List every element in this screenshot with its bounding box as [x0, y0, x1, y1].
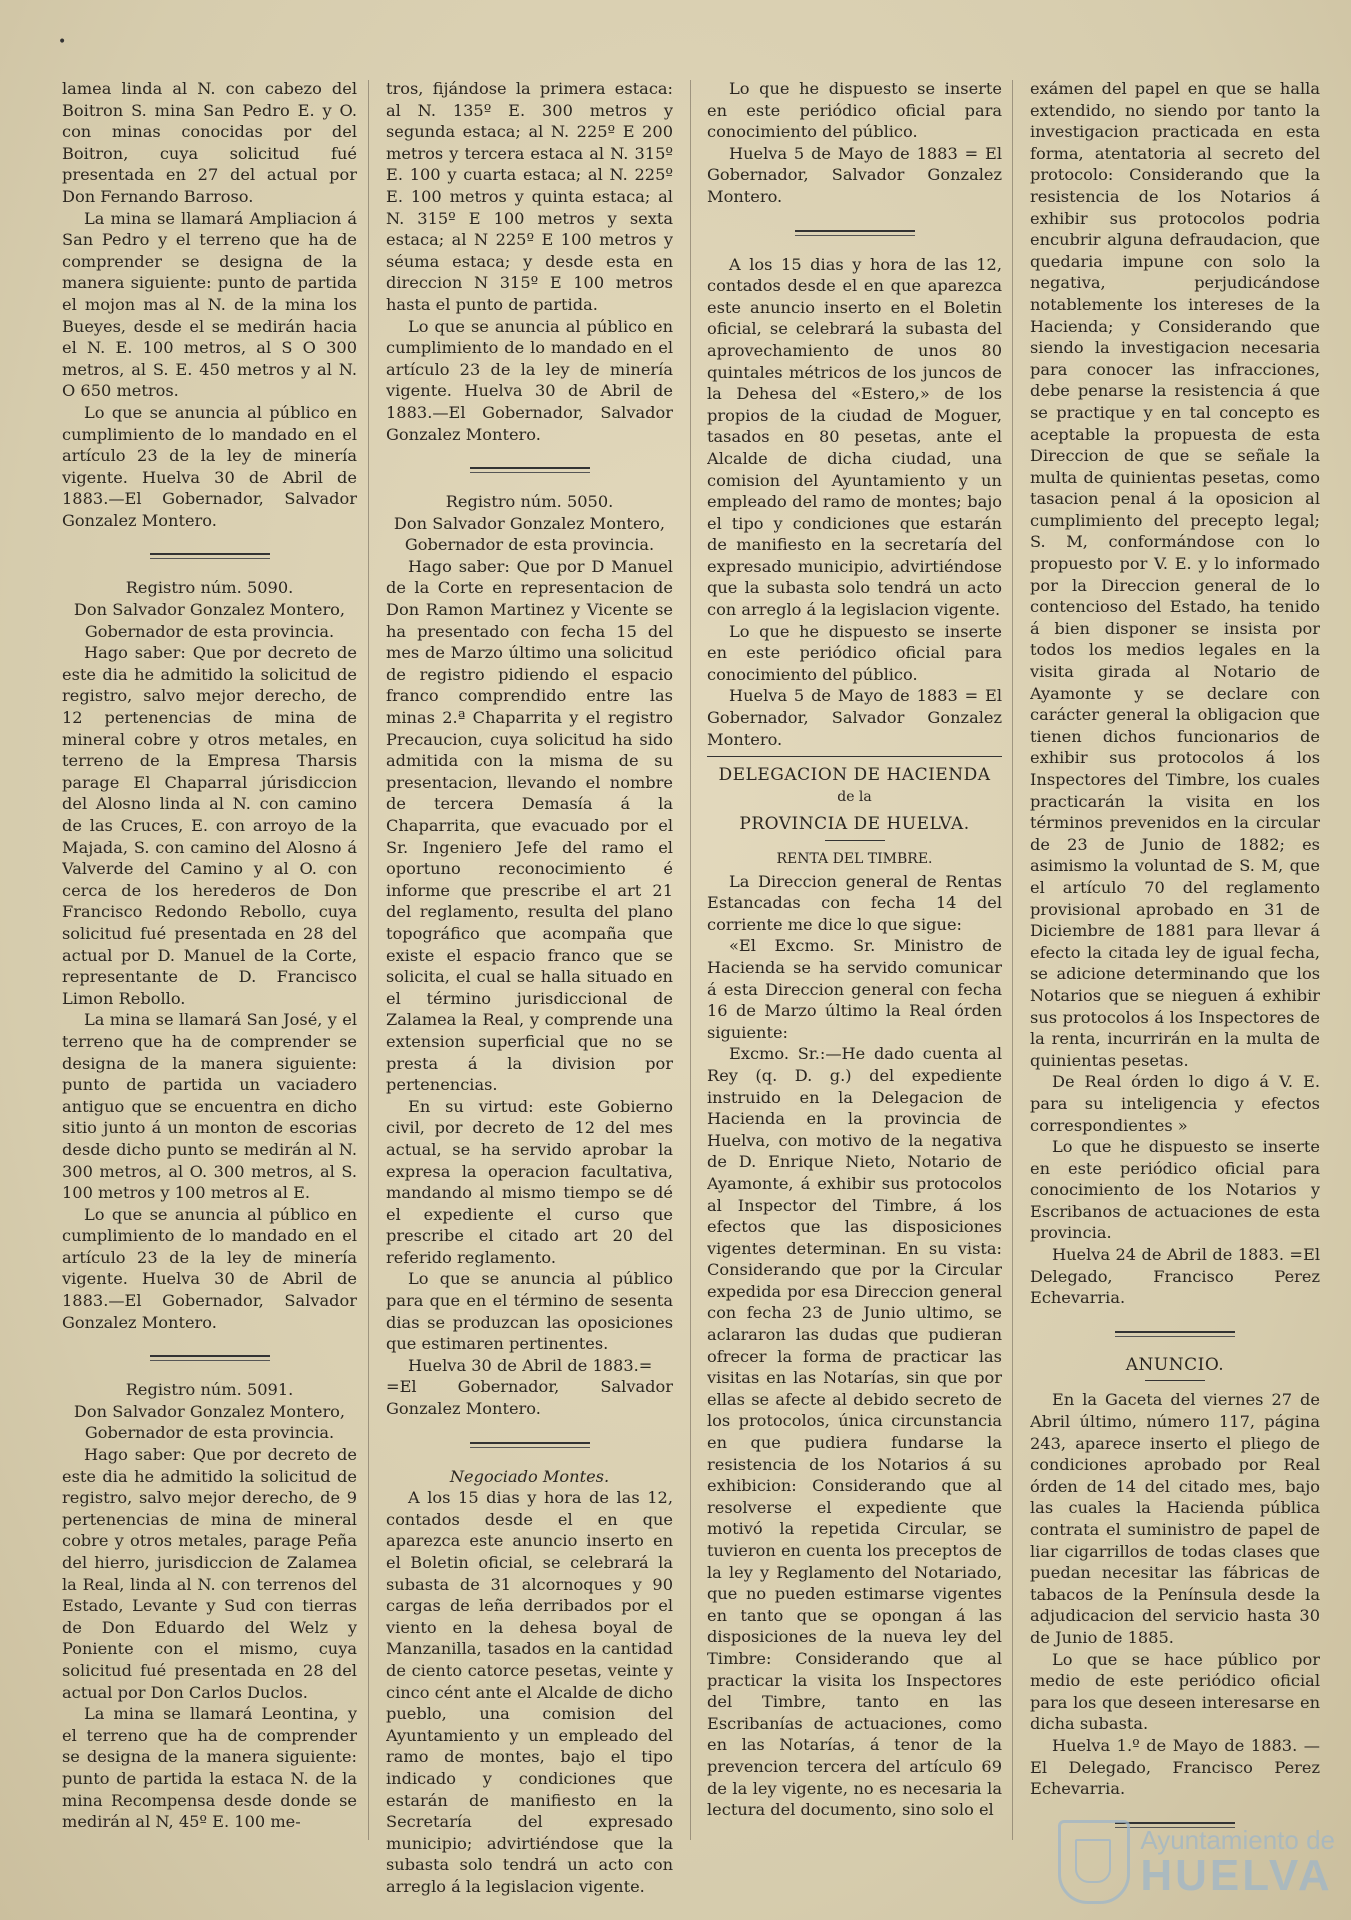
section-separator	[470, 1442, 590, 1448]
column-2	[386, 78, 673, 1908]
paragraph: Lo que se anuncia al público en cumplimiento de lo mandado en el artículo 23 de la ley de minería vigente. Huelva 30 de Abril de 1883.—El Gobernador, Salvador Gonzalez Montero.	[386, 316, 673, 444]
paragraph: Lo que he dispuesto se inserte en este periódico oficial para conocimiento de los Notarios y Escribanos de actuaciones de esta provincia.	[1030, 1137, 1320, 1243]
paragraph: La mina se llamará San José, y el terreno que ha de comprender se designa de la manera siguiente: punto de partida un vaciadero antiguo que se encuentra en dicho sitio junto á un monton de escorias desde dicho punto se medirán al N. 300 metros, al O. 300 metros, al S. 100 metros y 100 metros al E.	[62, 1010, 357, 1203]
section-separator	[150, 553, 270, 559]
column-rule-1	[368, 80, 369, 1840]
section-separator	[470, 467, 590, 473]
paragraph: exámen del papel en que se halla extendido, no siendo por tanto la investigacion practicada en esta forma, atentatoria al secreto del protocolo: Considerando que la resistencia de los Notarios á exhibir sus protocolos podria encubrir alguna defraudacion, que quedaria impune con solo la negativa, perjudicándose notablemente los intereses de la Hacienda; y Considerando que siendo la investigacion necesaria para conocer las infracciones, debe penarse la resistencia á que se practique y en tal concepto es aceptable la propuesta de esta Direccion de que se señale la multa de quinientas pesetas, como tasacion penal á la oposicion al cumplimiento del precepto legal; S. M, conformándose con lo propuesto por V. E. y lo informado por la Direccion general de lo contencioso del Estado, ha tenido á bien disponer se insista por todos los medios legales en la visita girada al Notario de Ayamonte y se declare con carácter general la obligacion que tienen dichos funcionarios de exhibir sus protocolos á los Inspectores del Timbre, los cuales practicarán la visita en los términos prevenidos en la circular de 23 de Junio de 1882; es asimismo la voluntad de S. M, que el artículo 70 del reglamento provisional aprobado en 31 de Diciembre de 1881 para llevar á efecto la citada ley de igual fecha, se adicione determinando que los Notarios que se nieguen á exhibir sus protocolos á los Inspectores de la renta, incurrirán en la multa de quinientas pesetas.	[1030, 79, 1320, 1070]
paragraph: La mina se llamará Leontina, y el terreno que ha de comprender se designa de la manera siguiente: punto de partida la estaca N. de la mina Recompensa desde donde se medirán al N, 45º E. 100 me-	[62, 1704, 357, 1832]
section-rule	[707, 756, 1002, 757]
coat-of-arms-icon	[1058, 1820, 1130, 1904]
column-3	[707, 78, 1002, 1908]
paragraph: lamea linda al N. con cabezo del Boitron S. mina San Pedro E. y O. con minas conocidas por del Boitron, cuya solicitud fué presentada en 27 del actual por Don Fernando Barroso.	[62, 79, 357, 206]
watermark-line-1: Ayuntamiento de	[1140, 1825, 1335, 1855]
section-title: Registro núm. 5091.	[125, 1380, 294, 1400]
paragraph: Lo que se anuncia al público en cumplimiento de lo mandado en el artículo 23 de la ley de minería vigente. Huelva 30 de Abril de 1883.—El Gobernador, Salvador Gonzalez Montero.	[62, 402, 357, 530]
column-rule-2	[690, 80, 691, 1840]
paragraph: De Real órden lo digo á V. E. para su inteligencia y efectos correspondientes »	[1030, 1072, 1320, 1135]
paragraph: Lo que se anuncia al público para que en el término de sesenta dias se produzcan las oposiciones que estimaren pertinentes.	[386, 1269, 673, 1354]
date-line: Huelva 24 de Abril de 1883. =El Delegado, Francisco Perez Echevarria.	[1030, 1245, 1320, 1308]
paragraph: En su virtud: este Gobierno civil, por decreto de 12 del mes actual, se ha servido aprobar la expresa la operacion facultativa, mandando al mismo tiempo se dé el expediente el curso que prescribe el citado art 20 del referido reglamento.	[386, 1096, 673, 1267]
section-heading: DELEGACION DE HACIENDA	[718, 765, 991, 786]
issuer-line: Don Salvador Gonzalez Montero, Gobernador de esta provincia.	[393, 513, 666, 555]
section-title: Registro núm. 5090.	[125, 578, 294, 598]
date-line: Huelva 1.º de Mayo de 1883. —El Delegado, Francisco Perez Echevarria.	[1030, 1735, 1320, 1799]
paragraph: Lo que he dispuesto se inserte en este periódico oficial para conocimiento del público.	[707, 79, 1002, 142]
paragraph: Huelva 5 de Mayo de 1883 = El Gobernador, Salvador Gonzalez Montero.	[707, 143, 1002, 206]
paragraph: Huelva 5 de Mayo de 1883 = El Gobernador, Salvador Gonzalez Montero.	[707, 686, 1002, 749]
date-line: Huelva 30 de Abril de 1883.=	[408, 1355, 653, 1375]
section-title: Registro núm. 5050.	[445, 492, 614, 512]
column-1	[62, 78, 357, 1908]
section-subheading: RENTA DEL TIMBRE.	[776, 851, 933, 867]
archive-watermark	[1058, 1820, 1335, 1904]
paragraph: Lo que he dispuesto se inserte en este periódico oficial para conocimiento del público.	[707, 621, 1002, 684]
section-heading: PROVINCIA DE HUELVA.	[739, 814, 970, 835]
section-heading-sub: de la	[837, 788, 872, 805]
issuer-line: Don Salvador Gonzalez Montero, Gobernador de esta provincia.	[73, 600, 346, 641]
section-title: Negociado Montes.	[449, 1466, 610, 1486]
paragraph: tros, fijándose la primera estaca: al N. 135º E. 300 metros y segunda estaca; al N. 225º E 200 metros y tercera estaca al N. 315º E. 100 y cuarta estaca; al N. 225º E. 100 metros y quinta estaca; al N. 315º E 100 metros y sexta estaca; al N 225º E 100 metros y séuma estaca; y desde esta en direccion N 315º E 100 metros hasta el punto de partida.	[386, 79, 673, 314]
section-heading: ANUNCIO.	[1125, 1354, 1225, 1375]
issuer-line: Don Salvador Gonzalez Montero, Gobernador de esta provincia.	[73, 1401, 346, 1443]
paragraph: La mina se llamará Ampliacion á San Pedro y el terreno que ha de comprender se designa de la manera siguiente: punto de partida el mojon mas al N. de la mina los Bueyes, desde el se medirán hacia el N. E. 100 metros, al S O 300 metros, al S. E. 450 metros y al N. O 650 metros.	[62, 208, 357, 401]
column-rule-3	[1012, 80, 1013, 1840]
paragraph: Hago saber: Que por decreto de este dia he admitido la solicitud de registro, salvo mejor derecho, de 9 pertenencias de mina de mineral cobre y otros metales, parage Peña del hierro, jurisdiccion de Zalamea la Real, linda al N. con terrenos del Estado, Levante y Sud con tierras de Don Eduardo del Welz y Poniente con el mismo, cuya solicitud fué presentada en 28 del actual por Don Carlos Duclos.	[62, 1445, 357, 1702]
page-dot-mark: •	[58, 34, 67, 50]
paragraph: En la Gaceta del viernes 27 de Abril último, número 117, página 243, aparece inserto el pliego de condiciones aprobado por Real órden de 14 del citado mes, bajo las cuales la Hacienda pública contrata el suministro de papel de liar cigarrillos de todas clases que puedan necesitar las fábricas de tabacos de la Península desde la adjudicacion del servicio hasta 30 de Junio de 1885.	[1030, 1390, 1320, 1647]
section-separator	[795, 230, 915, 236]
column-4	[1030, 78, 1320, 1908]
heading-separator	[1145, 1380, 1205, 1381]
section-separator	[1115, 1331, 1235, 1337]
paragraph: Lo que se hace público por medio de este periódico oficial para los que deseen interesarse en dicha subasta.	[1030, 1649, 1320, 1734]
paragraph: A los 15 dias y hora de las 12, contados desde el en que aparezca este anuncio inserto en el Boletin oficial, se celebrará la subasta del aprovechamiento de unos 80 quintales métricos de los juncos de la Dehesa del «Estero,» de los propios de la ciudad de Moguer, tasados en 80 pesetas, ante el Alcalde de dicha ciudad, una comision del Ayuntamiento y un empleado del ramo de montes; bajo el tipo y condiciones que estarán de manifiesto en la secretaría del expresado municipio, advirtiéndose que la subasta solo tendrá un acto con arreglo á la legislacion vigente.	[707, 254, 1002, 620]
paragraph: Excmo. Sr.:—He dado cuenta al Rey (q. D. g.) del expediente instruido en la Delegacion de Hacienda en la provincia de Huelva, con motivo de la negativa de D. Enrique Nieto, Notario de Ayamonte, á exhibir sus protocolos al Inspector del Timbre, á los efectos que las disposiciones vigentes determinan. En su vista: Considerando que por la Circular expedida por esa Direccion general con fecha 23 de Junio ultimo, se aclararon las dudas que pudieran ofrecer la forma de practicar las visitas en las Notarías, sin que por ellas se afecte al debido secreto de los protocolos, única circunstancia en que pudiera fundarse la resistencia de los Notarios á su exhibicion: Considerando que al resolverse el expediente que motivó la repetida Circular, se tuvieron en cuenta los preceptos de la ley y Reglamento del Notariado, que no pueden estimarse vigentes en tanto que se opongan á las disposiciones de la nueva ley del Timbre: Considerando que al practicar la visita los Inspectores del Timbre, tanto en las Escribanías de actuaciones, como en las Notarías, á tenor de la prevencion tercera del artículo 69 de la ley vigente, no es necesaria la lectura del documento, sino solo el	[707, 1044, 1002, 1820]
paragraph: Lo que se anuncia al público en cumplimiento de lo mandado en el artículo 23 de la ley de minería vigente. Huelva 30 de Abril de 1883.—El Gobernador, Salvador Gonzalez Montero.	[62, 1204, 357, 1332]
heading-separator	[825, 840, 885, 841]
section-separator	[150, 1355, 270, 1361]
paragraph: «El Excmo. Sr. Ministro de Hacienda se ha servido comunicar á esta Direccion general con fecha 16 de Marzo último la Real órden siguiente:	[707, 936, 1002, 1042]
watermark-line-2: HUELVA	[1140, 1851, 1333, 1900]
signature-line: =El Gobernador, Salvador Gonzalez Montero.	[386, 1377, 673, 1419]
paragraph: A los 15 dias y hora de las 12, contados desde el en que aparezca este anuncio inserto en el Boletin oficial, se celebrará la subasta de 31 alcornoques y 90 cargas de leña derribados por el viento en la dehesa boyal de Manzanilla, tasados en la cantidad de ciento catorce pesetas, veinte y cinco cént ante el Alcalde de dicho pueblo, una comision del Ayuntamiento y un empleado del ramo de montes, bajo el tipo indicado y condiciones que estarán de manifiesto en la Secretaría del expresado municipio; advirtiéndose que la subasta solo tendrá un acto con arreglo á la legislacion vigente.	[386, 1488, 673, 1896]
paragraph: La Direccion general de Rentas Estancadas con fecha 14 del corriente me dice lo que sigue:	[707, 871, 1002, 934]
paragraph: Hago saber: Que por decreto de este dia he admitido la solicitud de registro, salvo mejor derecho, de 12 pertenencias de mina de mineral cobre y otros metales, en terreno de la Empresa Tharsis parage El Chaparral júrisdiccion del Alosno linda al N. con camino de las Cruces, E. con arroyo de la Majada, S. con camino del Alosno á Valverde del Camino y al O. con cerca de los herederos de Don Francisco Redondo Rebollo, cuya solicitud fué presentada en 28 del actual por D. Manuel de la Corte, representante de D. Francisco Limon Rebollo.	[62, 643, 357, 1008]
paragraph: Hago saber: Que por D Manuel de la Corte en representacion de Don Ramon Martinez y Vicente se ha presentado con fecha 15 del mes de Marzo último una solicitud de registro pidiendo el espacio franco comprendido entre las minas 2.ª Chaparrita y el registro Precaucion, cuya solicitud ha sido admitida con la misma de su presentacion, llevando el nombre de tercera Demasía á la Chaparrita, que evacuado por el Sr. Ingeniero Jefe del ramo el oportuno reconocimiento é informe que prescribe el art 21 del reglamento, resulta del plano topográfico que acompaña que existe el espacio franco que se solicita, el cual se halla situado en el término jurisdiccional de Zalamea la Real, y comprende una extension superficial que no se presta á la division por pertenencias.	[386, 556, 673, 1095]
